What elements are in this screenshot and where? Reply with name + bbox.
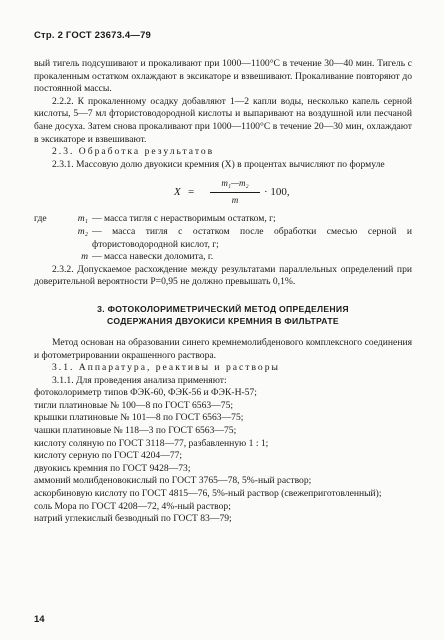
subsection-heading-3-1: 3.1. Аппаратура, реактивы и растворы [52, 362, 280, 374]
variable-description: — масса тигля с нерастворимым остатком, г; [92, 213, 276, 225]
list-item: кислоту соляную по ГОСТ 3118—77, разбавленную 1 : 1; [34, 437, 269, 449]
variable-symbol: m₂ [77, 225, 88, 237]
paragraph-2-2-2: 2.2.2. К прокаленному осадку добавляют 1—2 капли воды, несколько капель серной кислоты, 5—7 мл фтористоводородной кислоты и выпаривают на воздушной или песчаной бане досуха. Затем снова прокаливают при 1000—1100°С в течение 20—30 мин, охлаждают в эксикаторе и взвешивают. [34, 95, 412, 145]
variable-symbol: m₁ [77, 213, 88, 225]
formula-multiplier: · 100, [264, 186, 290, 199]
list-item: натрий углекислый безводный по ГОСТ 83—79; [34, 513, 232, 525]
list-item: аскорбиновую кислоту по ГОСТ 4815—76, 5%-ный раствор (свежеприготовленный); [34, 488, 382, 500]
fraction-bar [210, 192, 260, 193]
page-header: Стр. 2 ГОСТ 23673.4—79 [34, 30, 152, 41]
items-lead: 3.1.1. Для проведения анализа применяют: [52, 374, 227, 386]
list-item: кислоту серную по ГОСТ 4204—77; [34, 450, 183, 462]
paragraph-2-3-1: 2.3.1. Массовую долю двуокиси кремния (X) в процентах вычисляют по формуле [52, 158, 385, 170]
paragraph-continuation: вый тигель подсушивают и прокаливают при 1000—1100°С в течение 30—40 мин. Тигель с прокаленным остатком охлаждают в эксикаторе и взвешивают. Прокаливание повторяют до постоянной массы. [34, 58, 412, 95]
formula-numerator: m₁—m₂ [221, 178, 249, 189]
list-item: фотоколориметр типов ФЭК-60, ФЭК-56 и ФЭК-Н-57; [34, 387, 257, 399]
list-item: соль Мора по ГОСТ 4208—72, 4%-ный раствор; [34, 500, 231, 512]
section-title-line: 3. ФОТОКОЛОРИМЕТРИЧЕСКИЙ МЕТОД ОПРЕДЕЛЕНИЯ [97, 303, 349, 314]
variable-symbol: m [81, 251, 88, 263]
list-item: чашки платиновые № 118—3 по ГОСТ 6563—75; [34, 425, 237, 437]
formula [34, 177, 412, 207]
list-item: аммоний молибденовокислый по ГОСТ 3765—78, 5%-ный раствор; [34, 475, 312, 487]
method-intro: Метод основан на образовании синего кремнемолибденового комплексного соединения и фотометрировании окрашенного раствора. [34, 336, 412, 361]
reagent-list [34, 387, 412, 526]
variable-row [34, 226, 412, 251]
list-item: крышки платиновые № 101—8 по ГОСТ 6563—75; [34, 412, 244, 424]
page-number: 14 [34, 614, 45, 625]
formula-equals: = [188, 186, 195, 199]
document-body [34, 58, 412, 526]
formula-lhs: X [174, 186, 181, 199]
variable-definitions [34, 213, 412, 263]
variable-description: — масса тигля с остатком после обработки смесью серной и фтористоводородной кислот, г; [92, 225, 412, 250]
where-lead: где [34, 213, 47, 225]
section-3-title [34, 303, 412, 327]
formula-denominator: m [231, 195, 239, 206]
paragraph-2-3-2: 2.3.2. Допускаемое расхождение между результатами параллельных определений при доверительной вероятности P=0,95 не должно превышать 0,1%. [34, 263, 412, 288]
variable-row [34, 213, 412, 226]
list-item: тигли платиновые № 100—8 по ГОСТ 6563—75; [34, 399, 234, 411]
variable-description: — масса навески доломита, г. [92, 251, 214, 263]
list-item: двуокись кремния по ГОСТ 9428—73; [34, 462, 191, 474]
subsection-heading-2-3: 2.3. Обработка результатов [52, 146, 215, 158]
variable-row [34, 251, 412, 264]
section-title-line: СОДЕРЖАНИЯ ДВУОКИСИ КРЕМНИЯ В ФИЛЬТРАТЕ [107, 315, 339, 326]
